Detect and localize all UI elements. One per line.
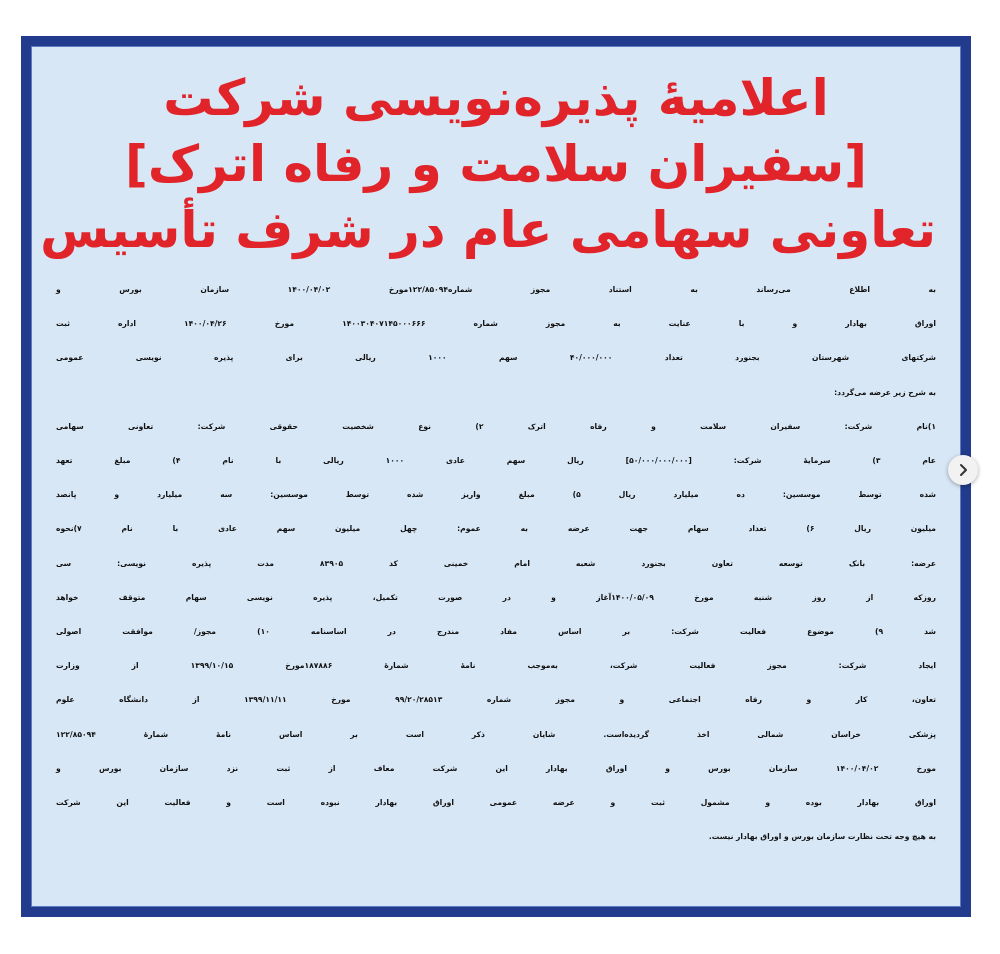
notice-title-line-1: اعلامیۀ پذیره‌نویسی شرکت: [163, 69, 829, 127]
body-line: به اطلاع می‌رساند به استناد مجوز شماره۱۲۲/۸۵۰۹۴مورخ ۱۴۰۰/۰۴/۰۲ سازمان بورس و: [56, 285, 937, 294]
body-line: ایجاد شرکت: مجوز فعالیت شرکت، به‌موجب نامۀ شمارۀ ۱۸۷۸۸۶مورخ ۱۳۹۹/۱۰/۱۵ از وزارت: [56, 661, 937, 671]
body-line: شرکتهای شهرستان بجنورد تعداد ۴۰/۰۰۰/۰۰۰ سهم ۱۰۰۰ ریالی برای پذیره نویسی عمومی: [56, 353, 936, 363]
notice-panel: [31, 46, 961, 907]
body-line: ۱)نام شرکت: سفیران سلامت و رفاه اترک ۲) نوع شخصیت حقوقی شرکت: تعاونی سهامی: [56, 421, 936, 431]
carousel-next-button[interactable]: [948, 455, 978, 485]
notice-body: [56, 273, 936, 854]
body-line: تعاون، کار و رفاه اجتماعی و مجوز شماره ۹۹/۲۰/۲۸۵۱۳ مورخ ۱۳۹۹/۱۱/۱۱ از دانشگاه علوم: [56, 695, 936, 705]
body-line: اوراق بهادار بوده و مشمول ثبت و عرضه عمومی اوراق بهادار نبوده است و فعالیت این شرکت: [56, 798, 936, 808]
body-line: پزشکی خراسان شمالی اخذ گردیده‌است. شایان ذکر است بر اساس نامۀ شمارۀ ۱۲۲/۸۵۰۹۴: [56, 729, 936, 739]
body-line: شد ۹) موضوع فعالیت شرکت: بر اساس مفاد مندرج در اساسنامه ۱۰) مجوز/ موافقت اصولی: [56, 627, 937, 637]
body-line: میلیون ریال ۶) تعداد سهام جهت عرضه به عموم: چهل میلیون سهم عادی با نام ۷)نحوه: [56, 524, 937, 534]
body-line: به هیچ وجه تحت نظارت سازمان بورس و اوراق بهادار نیست.: [708, 832, 936, 842]
notice-title-line-3: تعاونی سهامی عام در شرف تأسیس: [40, 201, 936, 259]
body-line: عرضه: بانک توسعه تعاون بجنورد شعبه امام خمینی کد ۸۳۹۰۵ مدت پذیره نویسی: سی: [56, 558, 937, 568]
notice-title-line-2: [سفیران سلامت و رفاه اترک]: [125, 135, 867, 193]
body-line: عام ۳) سرمایۀ شرکت: [۵۰/۰۰۰/۰۰۰/۰۰۰] ریال سهم عادی ۱۰۰۰ ریالی با نام ۴) مبلغ تعهد: [56, 456, 936, 466]
chevron-right-icon: [956, 463, 970, 477]
body-line: روزکه از روز شنبه مورخ ۱۴۰۰/۰۵/۰۹آغاز و در صورت تکمیل، پذیره نویسی سهام متوقف خواهد: [56, 592, 936, 602]
body-line: شده توسط موسسین: ده میلیارد ریال ۵) مبلغ واریز شده توسط موسسین: سه میلیارد و پانصد: [56, 490, 937, 500]
notice-frame: [21, 36, 971, 917]
body-line: به شرح زیر عرضه می‌گردد:: [834, 387, 936, 397]
body-line: اوراق بهادار و با عنایت به مجوز شماره ۱۴۰۰۳۰۴۰۷۱۴۵۰۰۰۶۶۶ مورخ ۱۴۰۰/۰۴/۲۶ اداره ثبت: [56, 319, 936, 329]
body-line: مورخ ۱۴۰۰/۰۴/۰۲ سازمان بورس و اوراق بهادار این شرکت معاف از ثبت نزد سازمان بورس و: [56, 763, 936, 773]
